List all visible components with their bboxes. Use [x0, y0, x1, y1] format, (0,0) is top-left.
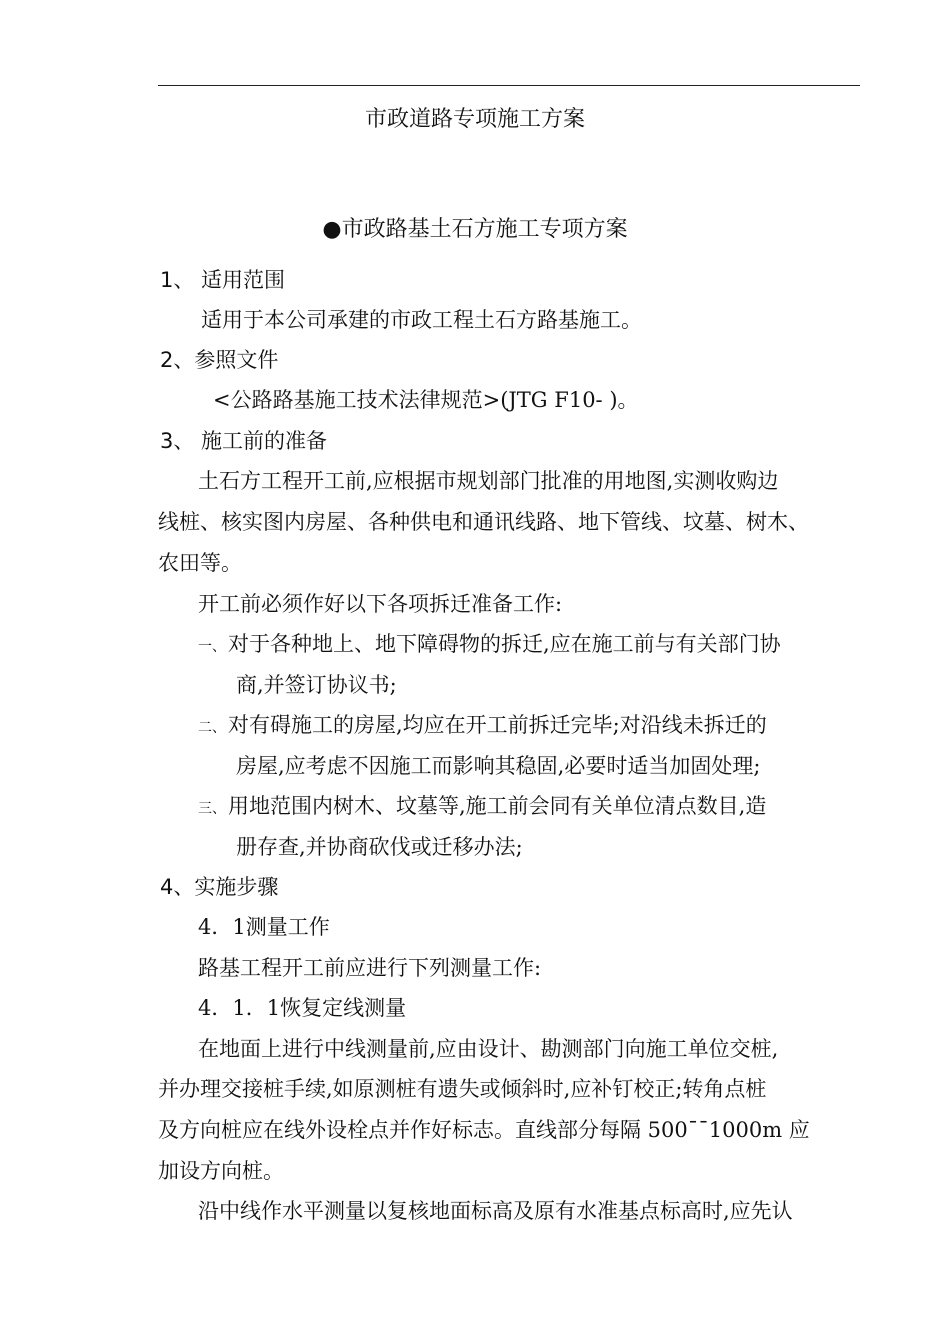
section-1-text: 适用于本公司承建的市政工程土石方路基施工。: [201, 308, 642, 332]
section-2-heading: 2、参照文件: [160, 348, 279, 372]
list-number: 二、: [198, 720, 226, 736]
section-3-para-line: 农田等。: [158, 551, 242, 575]
section-1-heading: 1、 适用范围: [160, 268, 286, 292]
section-4-para-line: 在地面上进行中线测量前,应由设计、勘测部门向施工单位交桩,: [198, 1037, 779, 1061]
section-title: ●市政路基土石方施工专项方案: [322, 217, 628, 242]
section-4-para-line: 加设方向桩。: [158, 1159, 284, 1183]
list-item-text: 用地范围内树木、坟墓等,施工前会同有关单位清点数目,造: [228, 794, 767, 818]
list-number: 三、: [198, 801, 226, 817]
list-item: [198, 711, 767, 742]
section-3-para-line: 线桩、核实图内房屋、各种供电和通讯线路、地下管线、坟墓、树木、: [158, 510, 809, 534]
list-item-continuation: 房屋,应考虑不因施工而影响其稳固,必要时适当加固处理;: [236, 754, 761, 778]
section-2-text: <公路路基施工技术法律规范>(JTG F10- )。: [213, 388, 639, 412]
subsection-4-1-1-heading: 4．1．1恢复定线测量: [198, 996, 407, 1020]
list-number: 一、: [198, 639, 226, 655]
header-rule: [158, 85, 860, 86]
section-4-para-2: 沿中线作水平测量以复核地面标高及原有水准基点标高时,应先认: [198, 1199, 793, 1223]
list-item-text: 对于各种地上、地下障碍物的拆迁,应在施工前与有关部门协: [228, 632, 781, 656]
section-4-para-line: 并办理交接桩手续,如原测桩有遗失或倾斜时,应补钉校正;转角点桩: [158, 1077, 767, 1101]
subsection-4-1-heading: 4．1测量工作: [198, 915, 330, 939]
list-item-continuation: 商,并签订协议书;: [236, 673, 397, 697]
section-3-intro: 开工前必须作好以下各项拆迁准备工作:: [198, 592, 563, 616]
list-item-continuation: 册存查,并协商砍伐或迁移办法;: [236, 835, 523, 859]
section-3-heading: 3、 施工前的准备: [160, 429, 328, 453]
section-3-para-line: 土石方工程开工前,应根据市规划部门批准的用地图,实测收购边: [198, 469, 779, 493]
document-title: 市政道路专项施工方案: [364, 107, 585, 132]
list-item: [198, 792, 766, 823]
list-item-text: 对有碍施工的房屋,均应在开工前拆迁完毕;对沿线未拆迁的: [228, 713, 767, 737]
subsection-4-1-text: 路基工程开工前应进行下列测量工作:: [198, 956, 542, 980]
list-item: [198, 630, 781, 661]
section-4-para-line: 及方向桩应在线外设栓点并作好标志。直线部分每隔 500¯¯1000m 应: [158, 1118, 810, 1142]
section-4-heading: 4、实施步骤: [160, 875, 279, 899]
